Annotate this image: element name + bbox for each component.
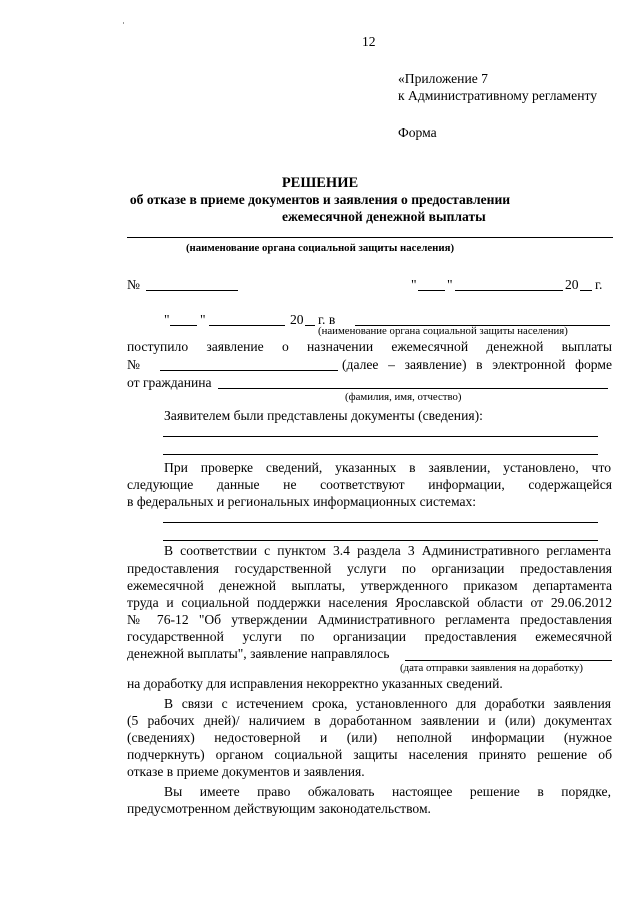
appeal-line2: предусмотренном действующим законодательством.	[127, 801, 431, 816]
expiry-line1: В связи с истечением срока, установленного для доработки заявления	[164, 696, 611, 711]
receipt-year-field	[305, 325, 315, 326]
number-sign: №	[127, 277, 140, 292]
org-caption: (наименование органа социальной защиты населения)	[185, 242, 455, 254]
accordance-line3: ежемесячной денежной выплаты, утвержденного приказом департамента	[127, 578, 612, 593]
accordance-line2: предоставления государственной услуги по организации предоставления	[127, 561, 612, 576]
from-citizen-label: от гражданина	[127, 375, 212, 390]
docs-line-1	[163, 436, 598, 437]
quote-close: "	[447, 277, 453, 292]
decision-number-field	[146, 290, 238, 291]
form-label: Форма	[398, 125, 437, 140]
rework-date-caption: (дата отправки заявления на доработку)	[400, 662, 583, 674]
accordance-line4: труда и социальной поддержки населения Ярославской области от 29.06.2012	[127, 595, 612, 610]
mismatch-line-1	[163, 522, 598, 523]
date-quote-open: "	[164, 312, 170, 327]
accordance-line8: на доработку для исправления некорректно указанных сведений.	[127, 676, 503, 691]
appendix-line1: «Приложение 7	[398, 71, 488, 86]
accordance-line6: государственной услуги по организации предоставления ежемесячной	[127, 629, 612, 644]
receipt-month-field	[209, 325, 285, 326]
check-line1: При проверке сведений, указанных в заявлении, установлено, что	[164, 460, 611, 475]
citizen-name-caption: (фамилия, имя, отчество)	[345, 391, 462, 403]
expiry-line4: подчеркнуть) органом социальной защиты населения принято решение об	[127, 747, 612, 762]
date-year-suffix: г. в	[318, 312, 336, 327]
decision-day-field	[418, 290, 445, 291]
org-caption-small: (наименование органа социальной защиты населения)	[318, 325, 568, 337]
rework-date-field	[405, 660, 612, 661]
title-line2: ежемесячной денежной выплаты	[282, 209, 486, 224]
accordance-line1: В соответствии с пунктом 3.4 раздела 3 Административного регламента	[164, 543, 611, 558]
decision-year-field	[580, 290, 592, 291]
expiry-line5: отказе в приеме документов и заявления.	[127, 764, 365, 779]
application-number-sign: №	[127, 357, 140, 372]
quote-open: "	[411, 277, 417, 292]
document-title: РЕШЕНИЕ	[281, 175, 359, 191]
year-suffix: г.	[595, 277, 603, 292]
expiry-line3: (сведениях) недостоверной и (или) неполной информации (нужное	[127, 730, 612, 745]
appeal-line1: Вы имеете право обжаловать настоящее решение в порядке,	[164, 784, 611, 799]
mismatch-line-2	[163, 540, 598, 541]
org-name-line	[127, 237, 613, 238]
date-year-prefix: 20	[290, 312, 304, 327]
page-number: 12	[362, 34, 376, 49]
accordance-line5: № 76-12 "Об утверждении Административного регламента предоставления	[127, 612, 612, 627]
check-line2: следующие данные не соответствуют информации, содержащейся	[127, 477, 612, 492]
citizen-name-field	[218, 388, 608, 389]
year-prefix: 20	[565, 277, 579, 292]
expiry-line2: (5 рабочих дней)/ наличием в доработанном заявлении и (или) документах	[127, 713, 612, 728]
application-number-field	[160, 370, 338, 371]
appendix-line2: к Административному регламенту	[398, 88, 598, 103]
accordance-line7: денежной выплаты", заявление направлялось	[127, 646, 390, 661]
received-line2: (далее – заявление) в электронной форме	[342, 357, 612, 372]
received-line1: поступило заявление о назначении ежемесячной денежной выплаты	[127, 339, 612, 354]
date-quote-close: "	[200, 312, 206, 327]
docs-line-2	[163, 454, 598, 455]
check-line3: в федеральных и региональных информационных системах:	[127, 494, 477, 509]
title-line1: об отказе в приеме документов и заявления о предоставлении	[129, 192, 511, 207]
receipt-day-field	[170, 325, 197, 326]
scan-mark	[123, 22, 124, 24]
docs-presented-text: Заявителем были представлены документы (сведения):	[164, 408, 483, 423]
decision-month-field	[455, 290, 563, 291]
